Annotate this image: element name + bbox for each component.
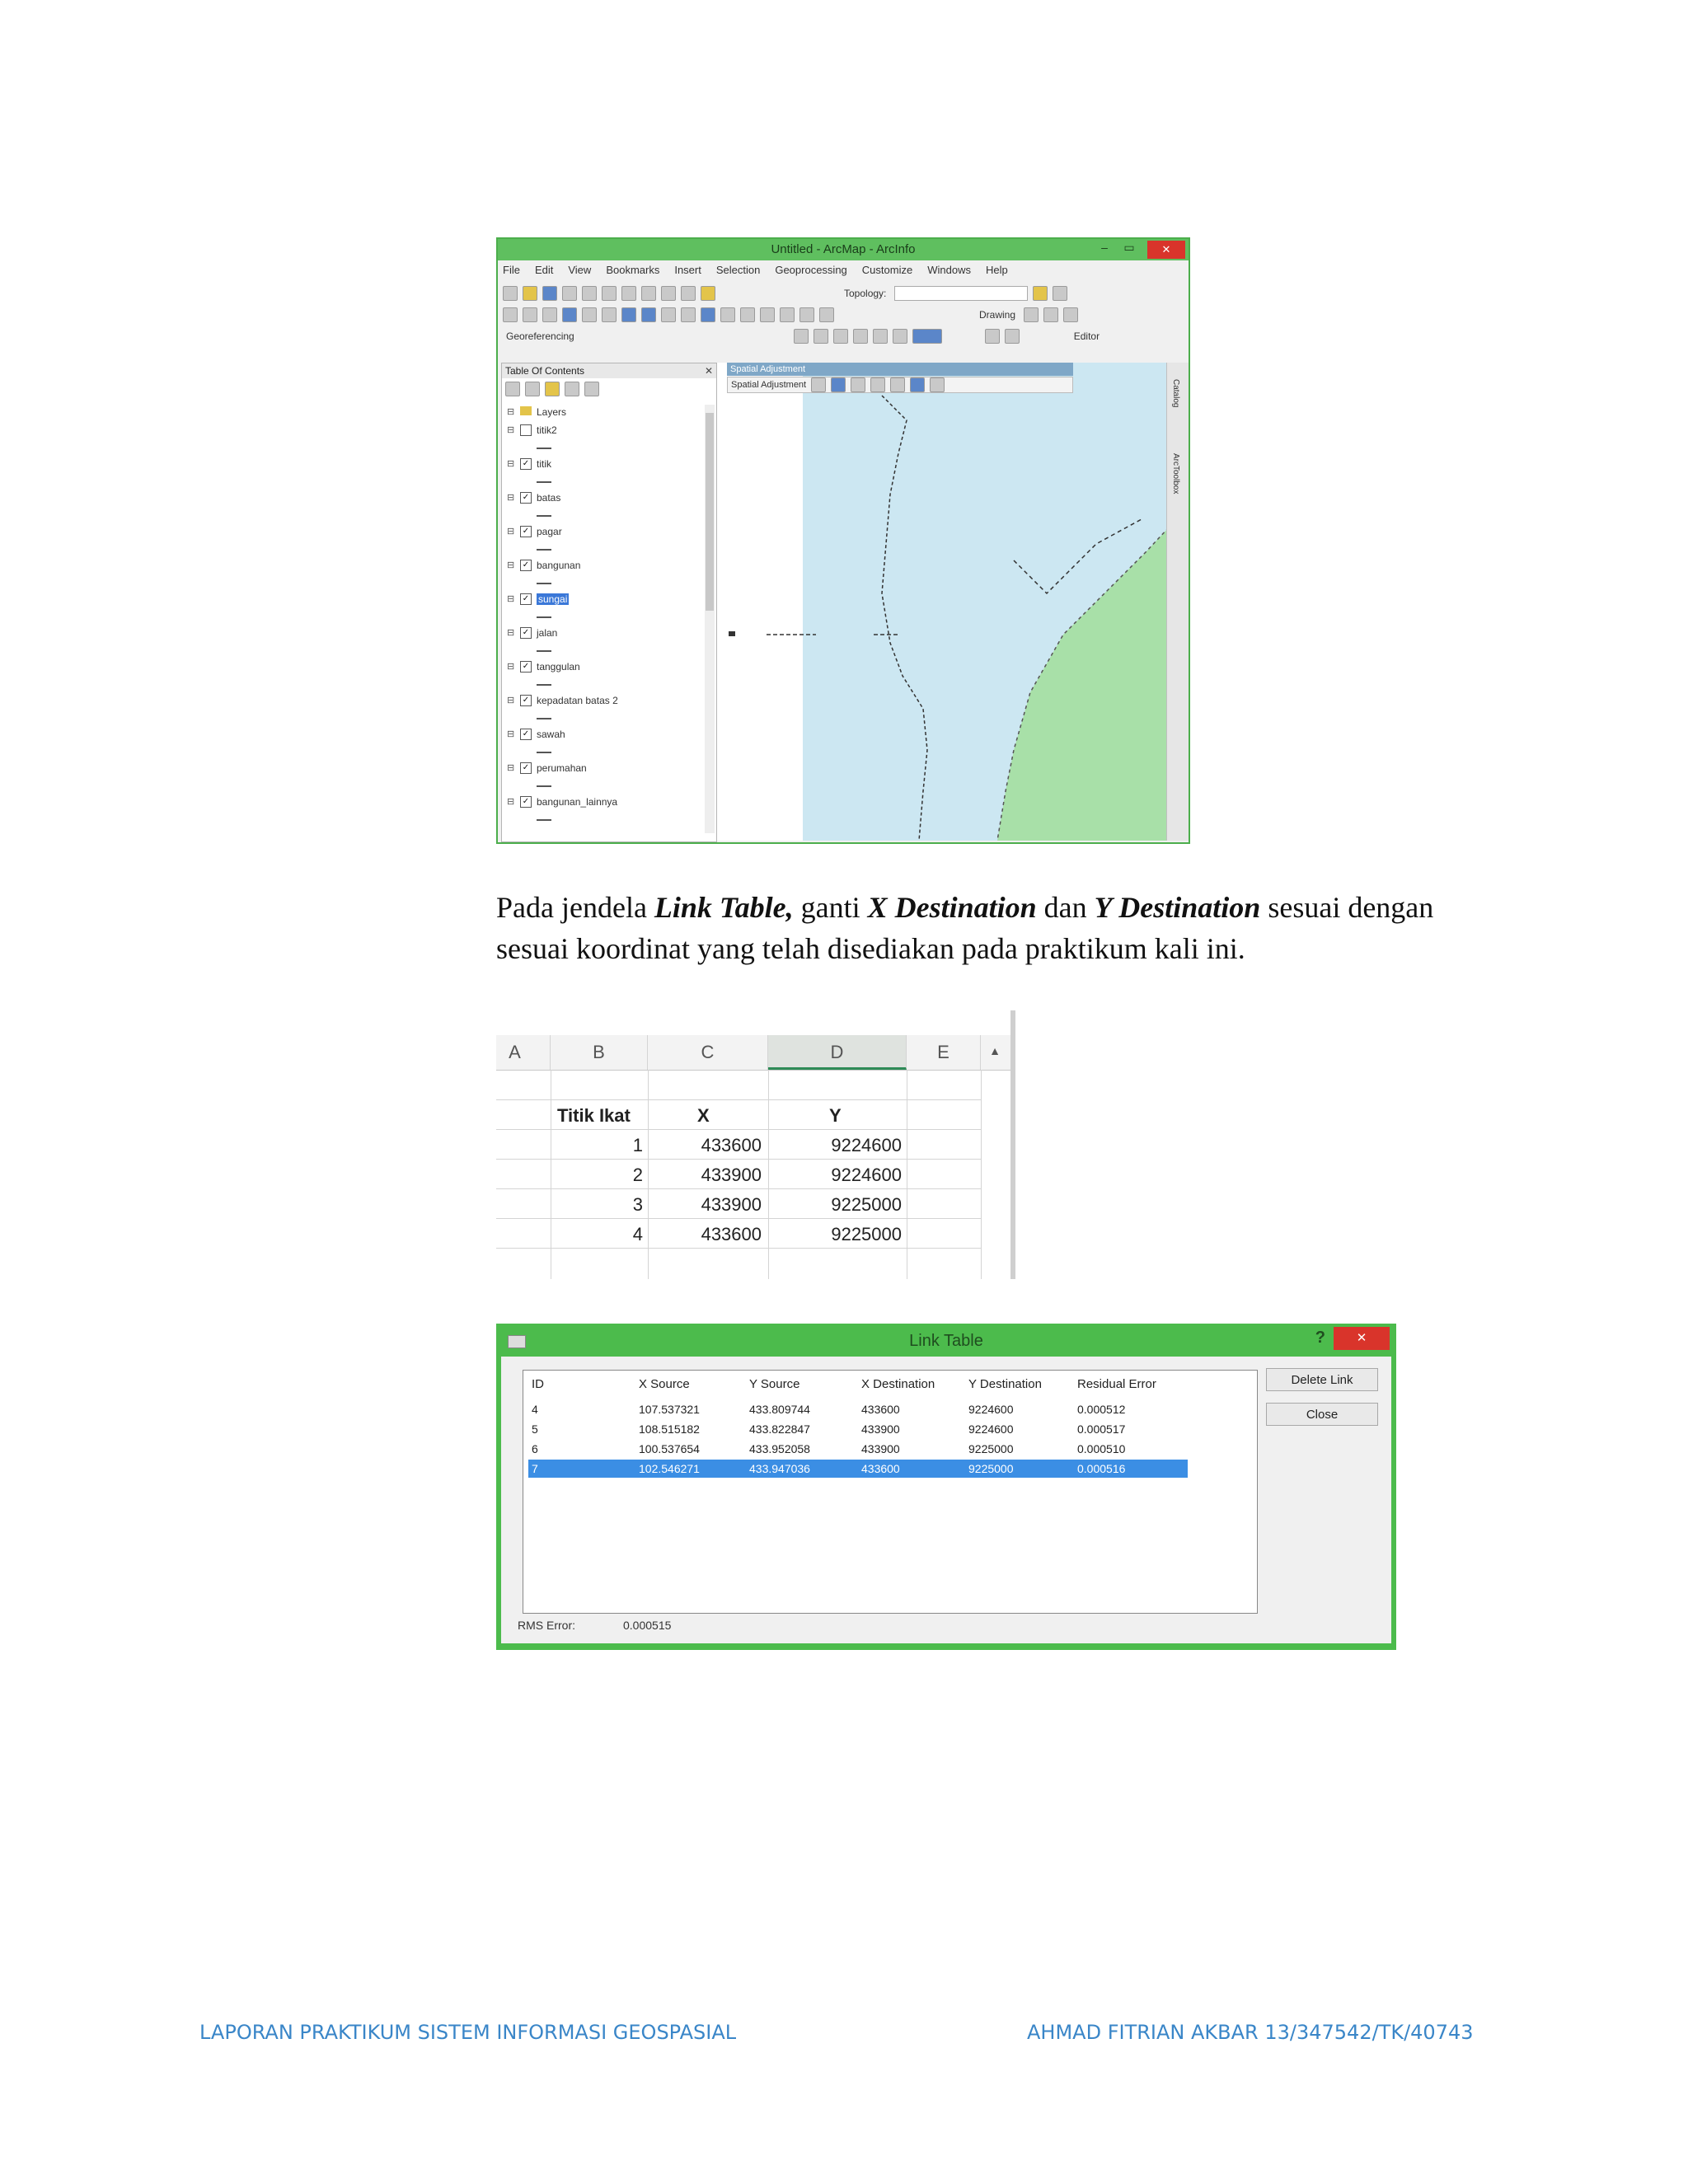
view-link-table-icon[interactable]	[910, 377, 925, 392]
layer-symbol-icon	[537, 610, 551, 618]
multiple-displacement-icon[interactable]	[870, 377, 885, 392]
layer-visibility-checkbox[interactable]: ✓	[520, 492, 532, 504]
expand-icon[interactable]: ⊟	[507, 797, 515, 807]
link-row[interactable]	[528, 1420, 1188, 1438]
header-titik-ikat[interactable]: Titik Ikat	[557, 1105, 631, 1126]
layer-visibility-checkbox[interactable]: ✓	[520, 762, 532, 774]
column-header-row	[496, 1035, 1015, 1071]
arcmap-window-title: Untitled - ArcMap - ArcInfo	[771, 242, 916, 256]
scroll-up-icon[interactable]: ▲	[989, 1044, 1001, 1057]
x-destination-emphasis: X Destination	[867, 891, 1037, 924]
link-cell-re[interactable]: 0.000512	[1077, 1403, 1126, 1416]
list-by-selection-icon[interactable]	[565, 382, 579, 396]
rms-error-label: RMS Error:	[518, 1619, 575, 1632]
menu-item-bookmarks[interactable]: Bookmarks	[606, 264, 660, 276]
fixed-zoom-in-icon[interactable]	[582, 307, 597, 322]
standard-toolbar	[503, 284, 1179, 303]
layer-symbol-icon	[537, 441, 551, 449]
layer-name: tanggulan	[537, 661, 580, 673]
link-cell-xs[interactable]: 100.537654	[639, 1442, 700, 1455]
expand-icon[interactable]: ⊟	[507, 493, 515, 503]
para-text-3: dan	[1036, 891, 1095, 924]
expand-icon[interactable]: ⊟	[507, 628, 515, 638]
toc-toolbar	[505, 382, 599, 396]
measure-icon[interactable]	[740, 307, 755, 322]
layer-symbol-icon	[537, 745, 551, 753]
link-cell-re[interactable]: 0.000517	[1077, 1422, 1126, 1436]
column-header-c[interactable]: C	[648, 1035, 768, 1070]
river-line	[882, 396, 927, 841]
print-icon[interactable]	[562, 286, 577, 301]
layer-item[interactable]	[507, 560, 695, 593]
layer-item[interactable]	[507, 762, 695, 796]
zoom-out-icon[interactable]	[523, 307, 537, 322]
arcmap-menu-bar	[503, 264, 1008, 280]
link-cell-xd[interactable]: 433900	[861, 1422, 900, 1436]
arcmap-title-bar	[498, 239, 1189, 260]
layer-symbol-icon	[537, 813, 551, 821]
cell-x[interactable]: 433600	[701, 1135, 762, 1155]
footer-report-title: LAPORAN PRAKTIKUM SISTEM INFORMASI GEOSPASIAL	[199, 2021, 737, 2044]
close-button[interactable]: ✕	[1147, 241, 1185, 259]
back-icon[interactable]	[621, 307, 636, 322]
col-id[interactable]: ID	[532, 1377, 544, 1391]
col-x-source[interactable]: X Source	[639, 1377, 690, 1391]
sheet-scrollbar[interactable]	[1010, 1010, 1015, 1279]
layer-name: titik	[537, 458, 551, 470]
link-row[interactable]	[528, 1460, 1188, 1478]
cell-titik-ikat[interactable]: 3	[632, 1194, 643, 1215]
snap-edge-icon[interactable]	[873, 329, 888, 344]
expand-icon[interactable]: ⊟	[507, 527, 515, 537]
layer-item[interactable]	[507, 424, 695, 458]
col-residual-error[interactable]: Residual Error	[1077, 1377, 1156, 1391]
map-display[interactable]	[717, 363, 1169, 841]
cut-icon[interactable]	[582, 286, 597, 301]
copy-icon[interactable]	[602, 286, 617, 301]
link-cell-ys[interactable]: 433.947036	[749, 1462, 810, 1475]
link-cell-id[interactable]: 5	[532, 1422, 538, 1436]
toc-title: Table Of Contents	[502, 363, 716, 378]
add-data-icon[interactable]	[701, 286, 715, 301]
layer-visibility-checkbox[interactable]	[520, 424, 532, 436]
menu-item-customize[interactable]: Customize	[861, 264, 913, 276]
link-cell-id[interactable]: 6	[532, 1442, 538, 1455]
layer-symbol-icon	[537, 542, 551, 551]
footer-author: AHMAD FITRIAN AKBAR 13/347542/TK/40743	[1027, 2021, 1474, 2044]
cell-titik-ikat[interactable]: 2	[632, 1165, 643, 1185]
column-header-b[interactable]: B	[551, 1035, 648, 1070]
layer-visibility-checkbox[interactable]: ✓	[520, 729, 532, 740]
list-by-visibility-icon[interactable]	[545, 382, 560, 396]
select-elements-icon[interactable]	[811, 377, 826, 392]
toolbox-icon[interactable]	[1053, 286, 1067, 301]
layer-list	[507, 406, 695, 830]
topology-label: Topology:	[844, 288, 887, 299]
collapse-icon[interactable]: ⊟	[507, 407, 515, 417]
layer-visibility-checkbox[interactable]: ✓	[520, 458, 532, 470]
find-icon[interactable]	[760, 307, 775, 322]
column-header-a[interactable]: A	[496, 1035, 551, 1070]
layer-symbol-icon	[537, 509, 551, 517]
cell-x[interactable]: 433600	[701, 1224, 762, 1244]
layer-name: bangunan_lainnya	[537, 796, 618, 808]
pan-icon[interactable]	[542, 307, 557, 322]
link-cell-ys[interactable]: 433.952058	[749, 1442, 810, 1455]
layout-icon[interactable]	[819, 307, 834, 322]
close-dialog-button[interactable]: Close	[1266, 1403, 1378, 1426]
expand-icon[interactable]: ⊟	[507, 594, 515, 604]
tools-toolbar	[503, 305, 1179, 325]
layer-visibility-checkbox[interactable]: ✓	[520, 560, 532, 571]
layer-name: titik2	[537, 424, 557, 436]
report-icon[interactable]	[1005, 329, 1020, 344]
expand-icon[interactable]: ⊟	[507, 425, 515, 435]
link-cell-ys[interactable]: 433.809744	[749, 1403, 810, 1416]
layer-visibility-checkbox[interactable]: ✓	[520, 627, 532, 639]
link-table-grid[interactable]	[523, 1370, 1258, 1614]
link-table-body	[501, 1357, 1391, 1643]
link-table-title: Link Table	[909, 1332, 983, 1350]
link-cell-re[interactable]: 0.000510	[1077, 1442, 1126, 1455]
layers-root-label: Layers	[537, 406, 567, 418]
layer-symbol-icon	[537, 779, 551, 787]
layer-visibility-checkbox[interactable]: ✓	[520, 661, 532, 673]
layer-name: batas	[537, 492, 561, 504]
layer-symbol-icon	[537, 711, 551, 719]
menu-item-edit[interactable]: Edit	[534, 264, 554, 276]
col-y-destination[interactable]: Y Destination	[968, 1377, 1042, 1391]
cell-y[interactable]: 9225000	[831, 1224, 902, 1244]
link-cell-id[interactable]: 7	[532, 1462, 538, 1475]
html-popup-icon[interactable]	[720, 307, 735, 322]
rms-error-value: 0.000515	[623, 1619, 672, 1632]
link-cell-xs[interactable]: 108.515182	[639, 1422, 700, 1436]
layers-root[interactable]	[507, 406, 695, 424]
link-cell-yd[interactable]: 9224600	[968, 1403, 1014, 1416]
layer-item[interactable]	[507, 593, 695, 627]
list-by-source-icon[interactable]	[525, 382, 540, 396]
select-elements-icon[interactable]	[681, 307, 696, 322]
list-by-drawing-order-icon[interactable]	[505, 382, 520, 396]
expand-icon[interactable]: ⊟	[507, 763, 515, 773]
fixed-zoom-out-icon[interactable]	[602, 307, 617, 322]
expand-icon[interactable]: ⊟	[507, 459, 515, 469]
link-cell-xd[interactable]: 433900	[861, 1442, 900, 1455]
link-cell-xs[interactable]: 102.546271	[639, 1462, 700, 1475]
zoom-in-icon[interactable]	[503, 307, 518, 322]
arcmap-screenshot	[496, 237, 1190, 844]
layers-folder-icon	[520, 406, 532, 415]
cell-y[interactable]: 9224600	[831, 1135, 902, 1155]
menu-item-selection[interactable]: Selection	[715, 264, 761, 276]
layer-symbol-icon	[537, 475, 551, 483]
control-point	[729, 631, 735, 636]
instruction-paragraph	[496, 887, 1469, 969]
georeferencing-toolbar	[503, 326, 1179, 346]
land-area	[997, 527, 1169, 841]
delete-icon[interactable]	[641, 286, 656, 301]
link-row[interactable]	[528, 1440, 1188, 1458]
link-row[interactable]	[528, 1400, 1188, 1418]
georeferencing-label[interactable]: Georeferencing	[506, 330, 574, 342]
layer-item[interactable]	[507, 796, 695, 830]
link-cell-yd[interactable]: 9224600	[968, 1422, 1014, 1436]
spatial-adjustment-dropdown[interactable]: Spatial Adjustment	[731, 380, 807, 390]
layer-symbol-icon	[537, 576, 551, 584]
link-cell-id[interactable]: 4	[532, 1403, 538, 1416]
layer-symbol-icon	[537, 644, 551, 652]
link-table-emphasis: Link Table,	[654, 891, 794, 924]
drawing-label[interactable]: Drawing	[979, 309, 1016, 321]
cell-x[interactable]: 433900	[701, 1165, 762, 1185]
topology-select[interactable]	[894, 286, 1028, 301]
modify-link-icon[interactable]	[851, 377, 865, 392]
layer-name: perumahan	[537, 762, 587, 774]
select-features-icon[interactable]	[661, 307, 676, 322]
delete-link-button[interactable]: Delete Link	[1266, 1368, 1378, 1391]
menu-item-help[interactable]: Help	[985, 264, 1008, 276]
link-cell-re[interactable]: 0.000516	[1077, 1462, 1126, 1475]
layer-item[interactable]	[507, 729, 695, 762]
minimize-button[interactable]: –	[1101, 241, 1108, 254]
cell-titik-ikat[interactable]: 1	[632, 1135, 643, 1155]
cell-y[interactable]: 9224600	[831, 1165, 902, 1185]
right-dock	[1166, 363, 1189, 841]
snap-end-icon[interactable]	[833, 329, 848, 344]
layer-name: sawah	[537, 729, 565, 740]
cell-y[interactable]: 9225000	[831, 1194, 902, 1215]
save-icon[interactable]	[542, 286, 557, 301]
identify-icon[interactable]	[701, 307, 715, 322]
para-text-1: Pada jendela	[496, 891, 654, 924]
col-y-source[interactable]: Y Source	[749, 1377, 800, 1391]
spatial-adjustment-toolbar	[727, 377, 1073, 393]
header-y[interactable]: Y	[829, 1105, 842, 1126]
new-displacement-link-icon[interactable]	[831, 377, 846, 392]
help-button[interactable]: ?	[1315, 1329, 1325, 1347]
para-text-2: ganti	[793, 891, 868, 924]
rotate-icon[interactable]	[1043, 307, 1058, 322]
full-extent-icon[interactable]	[562, 307, 577, 322]
new-icon[interactable]	[503, 286, 518, 301]
link-cell-ys[interactable]: 433.822847	[749, 1422, 810, 1436]
layer-visibility-checkbox[interactable]: ✓	[520, 526, 532, 537]
select-pointer-icon[interactable]	[1024, 307, 1039, 322]
expand-icon[interactable]: ⊟	[507, 560, 515, 570]
layer-symbol-icon	[537, 677, 551, 686]
col-x-destination[interactable]: X Destination	[861, 1377, 935, 1391]
toc-close-icon[interactable]: ✕	[704, 365, 713, 377]
forward-icon[interactable]	[641, 307, 656, 322]
editor-label[interactable]: Editor	[1073, 330, 1100, 342]
sheet-formula-area	[496, 1010, 1015, 1036]
layer-item[interactable]	[507, 627, 695, 661]
maximize-button[interactable]: ▭	[1123, 241, 1135, 254]
layer-visibility-checkbox[interactable]: ✓	[520, 796, 532, 808]
catalog-tab[interactable]: Catalog	[1171, 379, 1180, 408]
redo-icon[interactable]	[681, 286, 696, 301]
spatial-adjustment-title: Spatial Adjustment	[727, 363, 1073, 376]
layer-name: kepadatan batas 2	[537, 695, 618, 706]
link-cell-xd[interactable]: 433600	[861, 1462, 900, 1475]
para-text-4: sesuai dengan sesuai koordinat yang telah disediakan pada praktikum kali ini.	[496, 891, 1434, 965]
snap-vertex-icon[interactable]	[853, 329, 868, 344]
menu-item-file[interactable]: File	[503, 264, 520, 276]
paste-icon[interactable]	[621, 286, 636, 301]
open-icon[interactable]	[523, 286, 537, 301]
link-table-dialog	[496, 1324, 1396, 1650]
layer-item[interactable]	[507, 695, 695, 729]
link-table-title-bar	[496, 1324, 1396, 1357]
rectangle-icon[interactable]	[1063, 307, 1078, 322]
snap-point-icon[interactable]	[814, 329, 828, 344]
layer-name: bangunan	[537, 560, 581, 571]
link-cell-xd[interactable]: 433600	[861, 1403, 900, 1416]
snap-options-icon[interactable]	[893, 329, 907, 344]
layer-item[interactable]	[507, 526, 695, 560]
arctoolbox-tab[interactable]: ArcToolbox	[1171, 453, 1180, 494]
column-header-e[interactable]: E	[907, 1035, 981, 1070]
toc-scroll-thumb[interactable]	[706, 413, 714, 611]
graph-icon[interactable]	[985, 329, 1000, 344]
layer-item[interactable]	[507, 661, 695, 695]
layer-name: jalan	[537, 627, 558, 639]
header-x[interactable]: X	[697, 1105, 710, 1126]
link-cell-xs[interactable]: 107.537321	[639, 1403, 700, 1416]
toc-options-icon[interactable]	[584, 382, 599, 396]
layer-visibility-checkbox[interactable]: ✓	[520, 695, 532, 706]
link-cell-yd[interactable]: 9225000	[968, 1462, 1014, 1475]
menu-item-insert[interactable]: Insert	[674, 264, 701, 276]
undo-icon[interactable]	[661, 286, 676, 301]
adjustment-preview-icon[interactable]	[930, 377, 945, 392]
layer-visibility-checkbox[interactable]: ✓	[520, 593, 532, 605]
menu-item-geoprocessing[interactable]: Geoprocessing	[775, 264, 847, 276]
layer-name: pagar	[537, 526, 562, 537]
spreadsheet-screenshot	[496, 1010, 1015, 1279]
new-identity-link-icon[interactable]	[890, 377, 905, 392]
layer-item[interactable]	[507, 492, 695, 526]
snapping-icon[interactable]	[794, 329, 809, 344]
editor-toolbar-icon[interactable]	[1033, 286, 1048, 301]
expand-icon[interactable]: ⊟	[507, 662, 515, 672]
time-slider-icon[interactable]	[799, 307, 814, 322]
table-of-contents-panel	[501, 363, 717, 842]
expand-icon[interactable]: ⊟	[507, 696, 515, 705]
link-cell-yd[interactable]: 9225000	[968, 1442, 1014, 1455]
cell-x[interactable]: 433900	[701, 1194, 762, 1215]
cell-titik-ikat[interactable]: 4	[632, 1224, 643, 1244]
menu-item-view[interactable]: View	[568, 264, 592, 276]
y-destination-emphasis: Y Destination	[1094, 891, 1261, 924]
close-button[interactable]: ✕	[1334, 1327, 1390, 1350]
layer-item[interactable]	[507, 458, 695, 492]
menu-item-windows[interactable]: Windows	[927, 264, 971, 276]
layer-name: sungai	[538, 593, 568, 605]
map-features	[717, 363, 1169, 841]
column-header-d[interactable]: D	[768, 1035, 907, 1070]
goto-xy-icon[interactable]	[780, 307, 795, 322]
expand-icon[interactable]: ⊟	[507, 729, 515, 739]
color-swatch[interactable]	[912, 329, 942, 344]
